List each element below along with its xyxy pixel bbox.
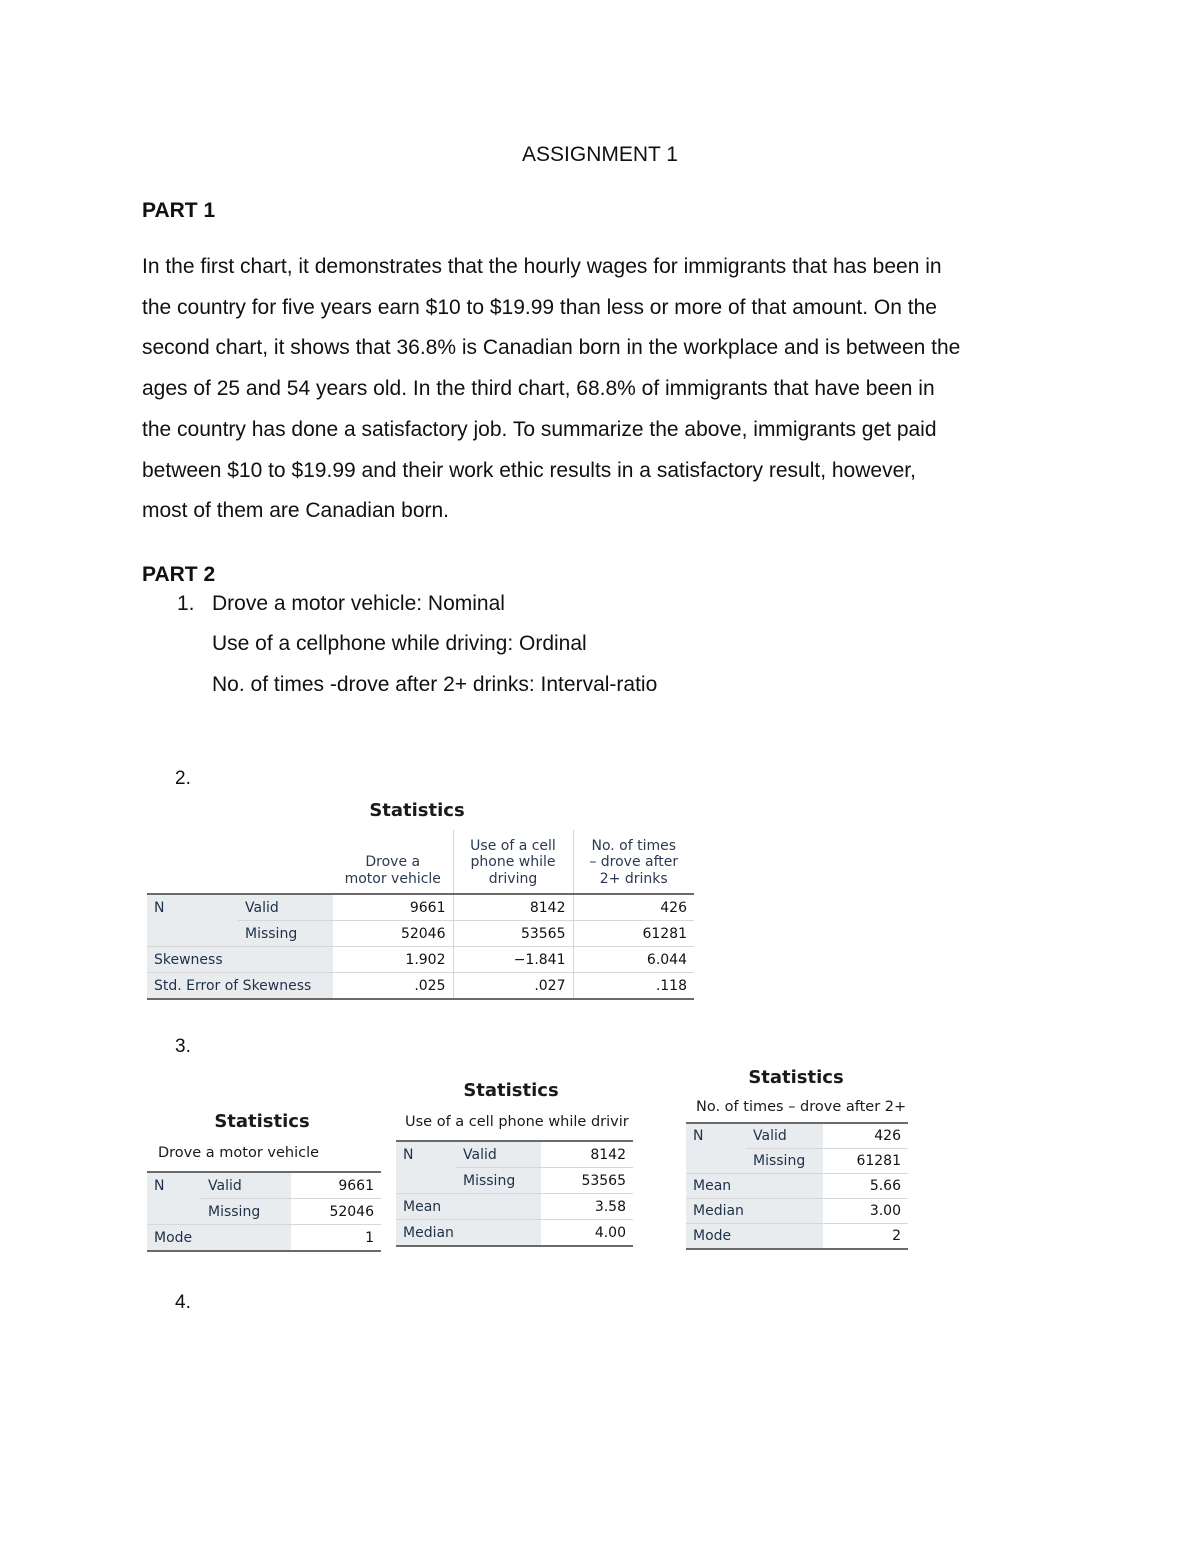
table-row bbox=[686, 1199, 908, 1224]
list-number-3: 3. bbox=[175, 1036, 191, 1057]
row-label-median: Median bbox=[686, 1199, 823, 1224]
measurement-level-vehicle: Drove a motor vehicle: Nominal bbox=[212, 592, 505, 615]
paragraph-line: second chart, it shows that 36.8% is Canadian born in the workplace and is between the bbox=[142, 336, 961, 360]
measurement-level-cellphone: Use of a cellphone while driving: Ordinal bbox=[212, 632, 587, 655]
cell-mean: 3.58 bbox=[541, 1194, 633, 1220]
table-row bbox=[686, 1123, 908, 1149]
row-label-skewness: Skewness bbox=[147, 947, 333, 973]
part2-heading: PART 2 bbox=[142, 563, 216, 586]
list-number-4: 4. bbox=[175, 1292, 191, 1313]
cell-valid-cellphone: 8142 bbox=[453, 894, 573, 921]
table-row bbox=[147, 973, 694, 1000]
paragraph-line: the country for five years earn $10 to $19.99 than less or more of that amount. On the bbox=[142, 295, 937, 319]
row-label-valid: Valid bbox=[201, 1172, 291, 1199]
table-row bbox=[147, 894, 694, 921]
cell-missing-cellphone: 53565 bbox=[453, 921, 573, 947]
cell-median: 3.00 bbox=[823, 1199, 908, 1224]
row-label-mode: Mode bbox=[686, 1224, 823, 1250]
row-label-n: N bbox=[396, 1141, 456, 1168]
table-row bbox=[147, 947, 694, 973]
table-subtitle: Use of a cell phone while drivir bbox=[405, 1114, 629, 1130]
table-row bbox=[147, 1199, 381, 1225]
cell-valid-vehicle: 9661 bbox=[333, 894, 453, 921]
row-label-n: N bbox=[686, 1123, 746, 1149]
cell-stderr-cellphone: .027 bbox=[453, 973, 573, 1000]
cell-missing-drinks: 61281 bbox=[573, 921, 694, 947]
table-row bbox=[686, 1174, 908, 1199]
row-label-missing: Missing bbox=[746, 1149, 823, 1174]
table-row bbox=[396, 1220, 633, 1247]
table-row bbox=[396, 1168, 633, 1194]
cell-valid: 9661 bbox=[291, 1172, 381, 1199]
row-label-mode: Mode bbox=[147, 1225, 291, 1252]
statistics-table-drinks bbox=[686, 1064, 911, 1259]
cell-skewness-vehicle: 1.902 bbox=[333, 947, 453, 973]
cell-missing: 61281 bbox=[823, 1149, 908, 1174]
row-label-valid: Valid bbox=[238, 894, 333, 921]
paragraph-line: the country has done a satisfactory job. To summarize the above, immigrants get paid bbox=[142, 417, 937, 441]
part1-paragraph bbox=[142, 247, 1072, 532]
cell-median: 4.00 bbox=[541, 1220, 633, 1247]
header-row bbox=[147, 830, 694, 894]
cell-missing-vehicle: 52046 bbox=[333, 921, 453, 947]
row-label-median: Median bbox=[396, 1220, 541, 1247]
table-subtitle: No. of times – drove after 2+ bbox=[696, 1099, 907, 1115]
table-row bbox=[147, 1172, 381, 1199]
document-title: ASSIGNMENT 1 bbox=[522, 143, 678, 166]
part1-heading: PART 1 bbox=[142, 199, 216, 222]
table-title: Statistics bbox=[369, 800, 465, 821]
paragraph-line: between $10 to $19.99 and their work ethic results in a satisfactory result, however, bbox=[142, 458, 916, 482]
paragraph-line: In the first chart, it demonstrates that the hourly wages for immigrants that has been in bbox=[142, 255, 942, 278]
row-label-n: N bbox=[147, 894, 238, 921]
cell-valid: 426 bbox=[823, 1123, 908, 1149]
table-title: Statistics bbox=[463, 1080, 559, 1101]
row-label-valid: Valid bbox=[746, 1123, 823, 1149]
column-header-cellphone: Use of a cell phone while driving bbox=[453, 830, 573, 894]
paragraph-line: most of them are Canadian born. bbox=[142, 499, 450, 523]
table-row bbox=[147, 1225, 381, 1252]
cell-missing: 52046 bbox=[291, 1199, 381, 1225]
cell-skewness-cellphone: −1.841 bbox=[453, 947, 573, 973]
cell-mode: 2 bbox=[823, 1224, 908, 1250]
table-row bbox=[396, 1141, 633, 1168]
table-title: Statistics bbox=[214, 1111, 310, 1132]
table-title: Statistics bbox=[748, 1067, 844, 1088]
row-label-mean: Mean bbox=[396, 1194, 541, 1220]
list-number-2: 2. bbox=[175, 768, 191, 789]
row-label-missing: Missing bbox=[238, 921, 333, 947]
statistics-table-cellphone bbox=[396, 1077, 636, 1257]
cell-valid: 8142 bbox=[541, 1141, 633, 1168]
row-label-missing: Missing bbox=[201, 1199, 291, 1225]
statistics-table-vehicle bbox=[147, 1108, 382, 1258]
column-header-vehicle: Drove a motor vehicle bbox=[333, 830, 453, 894]
row-label-mean: Mean bbox=[686, 1174, 823, 1199]
statistics-table-main bbox=[147, 798, 695, 1000]
cell-skewness-drinks: 6.044 bbox=[573, 947, 694, 973]
table-row bbox=[396, 1194, 633, 1220]
paragraph-line: ages of 25 and 54 years old. In the third chart, 68.8% of immigrants that have been in bbox=[142, 377, 935, 401]
table-row bbox=[686, 1149, 908, 1174]
list-number-1: 1. bbox=[177, 592, 195, 615]
cell-valid-drinks: 426 bbox=[573, 894, 694, 921]
cell-stderr-drinks: .118 bbox=[573, 973, 694, 1000]
cell-mean: 5.66 bbox=[823, 1174, 908, 1199]
row-label-std-error: Std. Error of Skewness bbox=[147, 973, 333, 1000]
cell-missing: 53565 bbox=[541, 1168, 633, 1194]
row-label-valid: Valid bbox=[456, 1141, 541, 1168]
table-row bbox=[147, 921, 694, 947]
table-subtitle: Drove a motor vehicle bbox=[158, 1145, 320, 1161]
cell-mode: 1 bbox=[291, 1225, 381, 1252]
measurement-level-drinks: No. of times -drove after 2+ drinks: Interval-ratio bbox=[212, 673, 658, 696]
table-row bbox=[686, 1224, 908, 1250]
column-header-drinks: No. of times – drove after 2+ drinks bbox=[573, 830, 694, 894]
row-label-n: N bbox=[147, 1172, 201, 1199]
cell-stderr-vehicle: .025 bbox=[333, 973, 453, 1000]
row-label-missing: Missing bbox=[456, 1168, 541, 1194]
